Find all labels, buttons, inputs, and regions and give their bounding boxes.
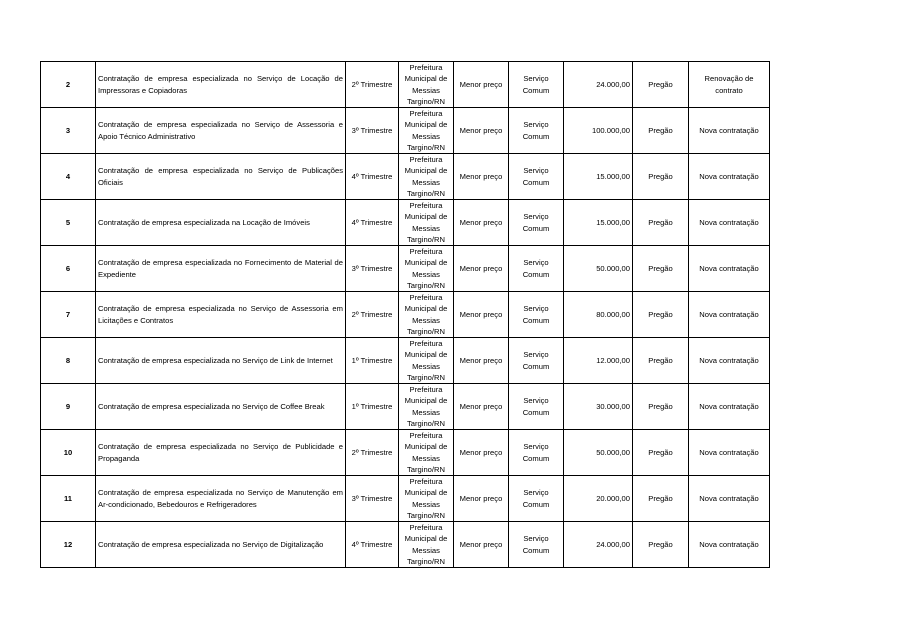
object-description: Contratação de empresa especializada no Serviço de Assessoria em Licitações e Contratos [96, 292, 346, 338]
table-row [41, 154, 770, 200]
criterion-cell: Menor preço [454, 522, 509, 568]
nature-cell: Serviço Comum [509, 200, 564, 246]
item-number: 12 [41, 522, 96, 568]
contract-type-cell: Nova contratação [689, 292, 770, 338]
period-cell: 1º Trimestre [346, 384, 399, 430]
period-cell: 2º Trimestre [346, 62, 399, 108]
object-description: Contratação de empresa especializada no Serviço de Manutenção em Ar-condicionado, Bebedouros e Refrigeradores [96, 476, 346, 522]
contract-type-cell: Nova contratação [689, 430, 770, 476]
nature-cell: Serviço Comum [509, 430, 564, 476]
object-description: Contratação de empresa especializada na Locação de Imóveis [96, 200, 346, 246]
value-cell: 50.000,00 [564, 246, 633, 292]
table-row [41, 430, 770, 476]
value-cell: 24.000,00 [564, 522, 633, 568]
agency-cell: Prefeitura Municipal de Messias Targino/RN [399, 246, 454, 292]
table-row [41, 338, 770, 384]
criterion-cell: Menor preço [454, 246, 509, 292]
criterion-cell: Menor preço [454, 200, 509, 246]
period-cell: 4º Trimestre [346, 154, 399, 200]
agency-cell: Prefeitura Municipal de Messias Targino/RN [399, 108, 454, 154]
item-number: 11 [41, 476, 96, 522]
modality-cell: Pregão [633, 476, 689, 522]
contract-type-cell: Nova contratação [689, 384, 770, 430]
criterion-cell: Menor preço [454, 154, 509, 200]
agency-cell: Prefeitura Municipal de Messias Targino/RN [399, 292, 454, 338]
object-description: Contratação de empresa especializada no Serviço de Locação de Impressoras e Copiadoras [96, 62, 346, 108]
value-cell: 30.000,00 [564, 384, 633, 430]
object-description: Contratação de empresa especializada no Fornecimento de Material de Expediente [96, 246, 346, 292]
item-number: 10 [41, 430, 96, 476]
item-number: 7 [41, 292, 96, 338]
modality-cell: Pregão [633, 384, 689, 430]
period-cell: 3º Trimestre [346, 476, 399, 522]
nature-cell: Serviço Comum [509, 154, 564, 200]
item-number: 5 [41, 200, 96, 246]
object-description: Contratação de empresa especializada no Serviço de Coffee Break [96, 384, 346, 430]
table-row [41, 292, 770, 338]
period-cell: 3º Trimestre [346, 108, 399, 154]
nature-cell: Serviço Comum [509, 338, 564, 384]
value-cell: 15.000,00 [564, 200, 633, 246]
agency-cell: Prefeitura Municipal de Messias Targino/RN [399, 384, 454, 430]
agency-cell: Prefeitura Municipal de Messias Targino/RN [399, 430, 454, 476]
agency-cell: Prefeitura Municipal de Messias Targino/RN [399, 62, 454, 108]
period-cell: 3º Trimestre [346, 246, 399, 292]
table-row [41, 476, 770, 522]
criterion-cell: Menor preço [454, 292, 509, 338]
table-body [41, 62, 770, 568]
object-description: Contratação de empresa especializada no Serviço de Assessoria e Apoio Técnico Administrativo [96, 108, 346, 154]
nature-cell: Serviço Comum [509, 384, 564, 430]
object-description: Contratação de empresa especializada no Serviço de Digitalização [96, 522, 346, 568]
value-cell: 20.000,00 [564, 476, 633, 522]
modality-cell: Pregão [633, 108, 689, 154]
modality-cell: Pregão [633, 154, 689, 200]
item-number: 6 [41, 246, 96, 292]
modality-cell: Pregão [633, 338, 689, 384]
criterion-cell: Menor preço [454, 476, 509, 522]
table-row [41, 246, 770, 292]
contract-type-cell: Nova contratação [689, 108, 770, 154]
procurement-plan-table [40, 61, 770, 568]
agency-cell: Prefeitura Municipal de Messias Targino/RN [399, 200, 454, 246]
object-description: Contratação de empresa especializada no Serviço de Publicações Oficiais [96, 154, 346, 200]
table-row [41, 62, 770, 108]
value-cell: 100.000,00 [564, 108, 633, 154]
agency-cell: Prefeitura Municipal de Messias Targino/RN [399, 522, 454, 568]
period-cell: 4º Trimestre [346, 200, 399, 246]
table-row [41, 384, 770, 430]
item-number: 9 [41, 384, 96, 430]
criterion-cell: Menor preço [454, 62, 509, 108]
contract-type-cell: Nova contratação [689, 200, 770, 246]
table-row [41, 108, 770, 154]
modality-cell: Pregão [633, 62, 689, 108]
nature-cell: Serviço Comum [509, 476, 564, 522]
contract-type-cell: Nova contratação [689, 154, 770, 200]
object-description: Contratação de empresa especializada no Serviço de Link de Internet [96, 338, 346, 384]
item-number: 3 [41, 108, 96, 154]
nature-cell: Serviço Comum [509, 62, 564, 108]
agency-cell: Prefeitura Municipal de Messias Targino/RN [399, 154, 454, 200]
contract-type-cell: Nova contratação [689, 246, 770, 292]
modality-cell: Pregão [633, 430, 689, 476]
contract-type-cell: Nova contratação [689, 338, 770, 384]
criterion-cell: Menor preço [454, 430, 509, 476]
value-cell: 80.000,00 [564, 292, 633, 338]
criterion-cell: Menor preço [454, 108, 509, 154]
criterion-cell: Menor preço [454, 338, 509, 384]
table-row [41, 200, 770, 246]
modality-cell: Pregão [633, 200, 689, 246]
modality-cell: Pregão [633, 292, 689, 338]
modality-cell: Pregão [633, 522, 689, 568]
contract-type-cell: Nova contratação [689, 522, 770, 568]
value-cell: 12.000,00 [564, 338, 633, 384]
agency-cell: Prefeitura Municipal de Messias Targino/RN [399, 338, 454, 384]
contract-type-cell: Nova contratação [689, 476, 770, 522]
agency-cell: Prefeitura Municipal de Messias Targino/RN [399, 476, 454, 522]
table-row [41, 522, 770, 568]
object-description: Contratação de empresa especializada no Serviço de Publicidade e Propaganda [96, 430, 346, 476]
item-number: 8 [41, 338, 96, 384]
period-cell: 4º Trimestre [346, 522, 399, 568]
nature-cell: Serviço Comum [509, 246, 564, 292]
period-cell: 1º Trimestre [346, 338, 399, 384]
value-cell: 15.000,00 [564, 154, 633, 200]
value-cell: 24.000,00 [564, 62, 633, 108]
modality-cell: Pregão [633, 246, 689, 292]
nature-cell: Serviço Comum [509, 522, 564, 568]
period-cell: 2º Trimestre [346, 292, 399, 338]
nature-cell: Serviço Comum [509, 292, 564, 338]
value-cell: 50.000,00 [564, 430, 633, 476]
item-number: 4 [41, 154, 96, 200]
period-cell: 2º Trimestre [346, 430, 399, 476]
item-number: 2 [41, 62, 96, 108]
criterion-cell: Menor preço [454, 384, 509, 430]
contract-type-cell: Renovação de contrato [689, 62, 770, 108]
nature-cell: Serviço Comum [509, 108, 564, 154]
